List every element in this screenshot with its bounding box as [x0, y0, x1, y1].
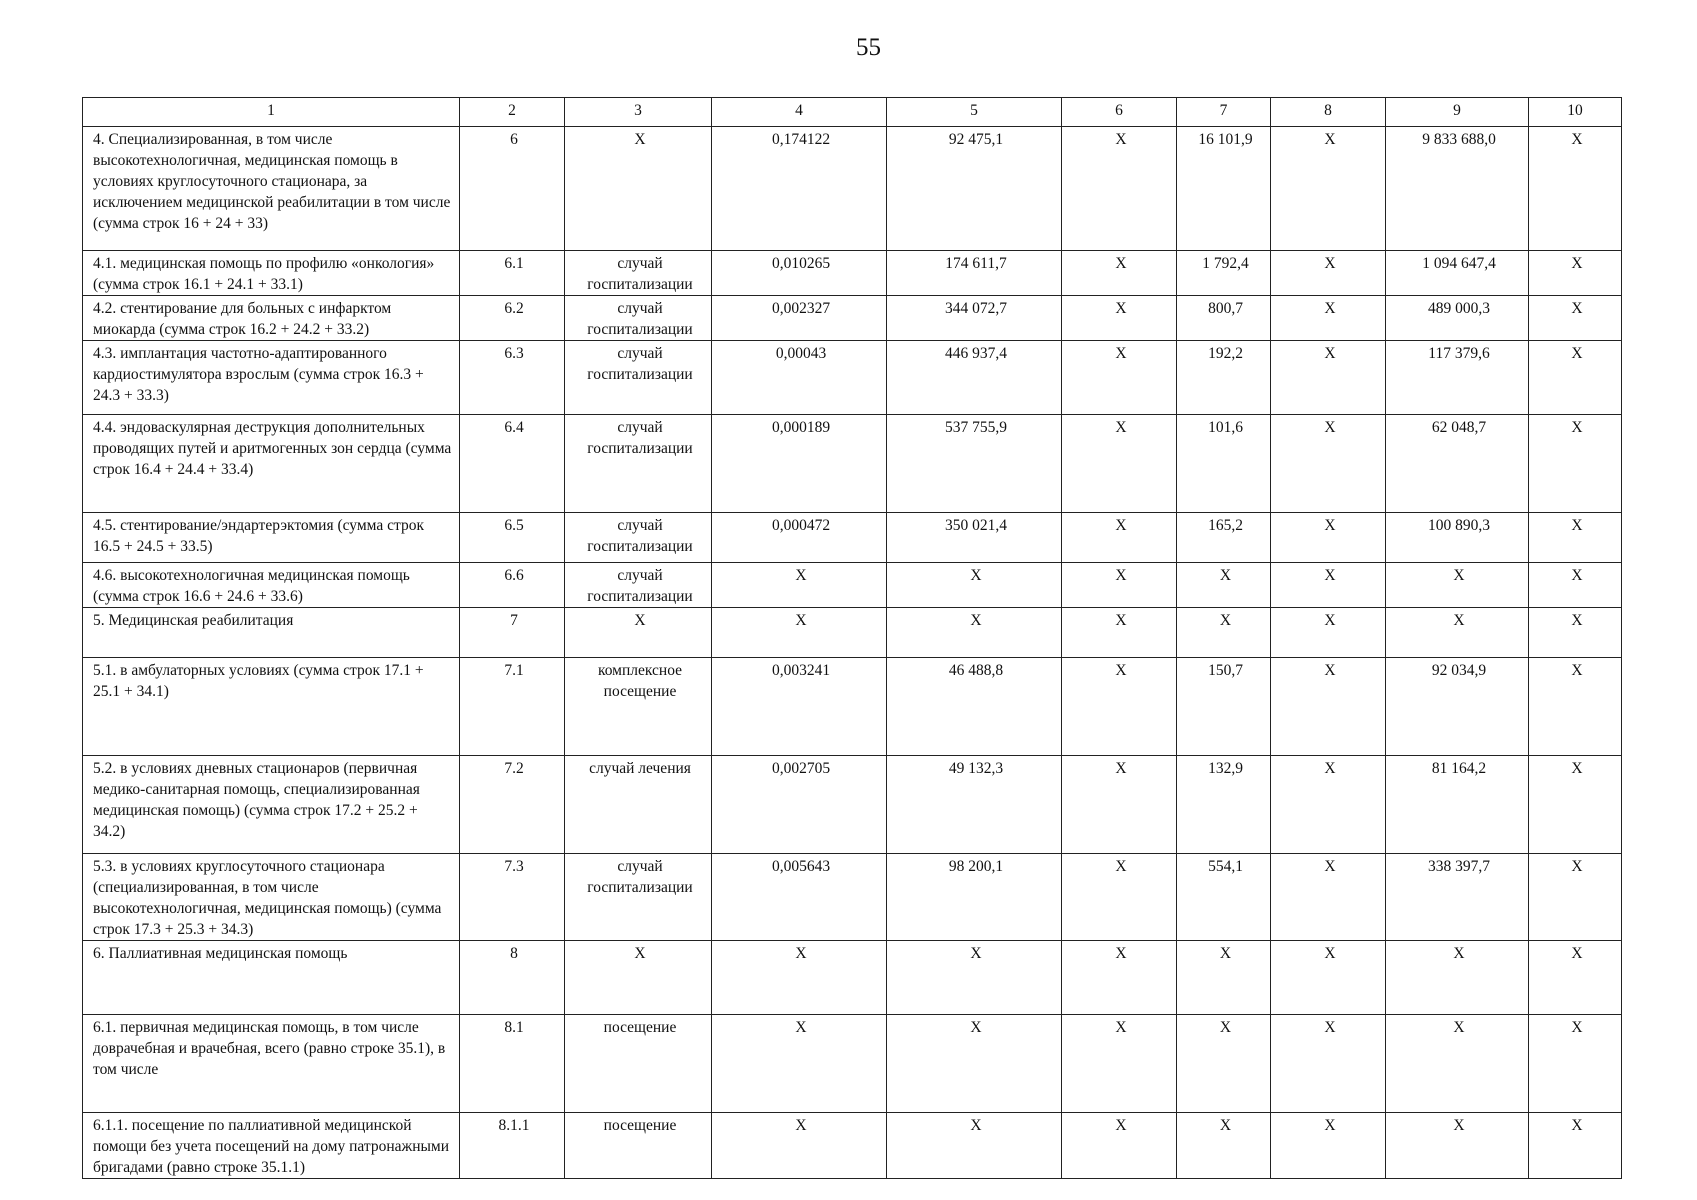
col7-value: 192,2: [1177, 341, 1271, 415]
col7-value: Х: [1177, 608, 1271, 658]
col4-value: 0,003241: [712, 658, 887, 756]
col7-value: 165,2: [1177, 513, 1271, 563]
col10-value: Х: [1529, 341, 1622, 415]
col5-value: 350 021,4: [887, 513, 1062, 563]
row-code: 7.1: [460, 658, 565, 756]
table-row: [83, 658, 1622, 756]
row-unit: Х: [565, 127, 712, 251]
col8-value: Х: [1271, 658, 1386, 756]
col4-value: 0,002327: [712, 296, 887, 341]
col8-value: Х: [1271, 513, 1386, 563]
col6-value: Х: [1062, 854, 1177, 941]
col5-value: Х: [887, 941, 1062, 1015]
col10-value: Х: [1529, 251, 1622, 296]
col9-value: 92 034,9: [1386, 658, 1529, 756]
col10-value: Х: [1529, 513, 1622, 563]
col4-value: Х: [712, 1015, 887, 1113]
col4-value: 0,00043: [712, 341, 887, 415]
row-label: 6. Паллиативная медицинская помощь: [83, 941, 460, 1015]
row-label: 4.3. имплантация частотно-адаптированного кардиостимулятора взрослым (сумма строк 16.3 + 24.3 + 33.3): [83, 341, 460, 415]
table-row: [83, 756, 1622, 854]
col9-value: 1 094 647,4: [1386, 251, 1529, 296]
col9-value: Х: [1386, 608, 1529, 658]
row-unit: случай лечения: [565, 756, 712, 854]
col5-value: 174 611,7: [887, 251, 1062, 296]
col4-value: Х: [712, 941, 887, 1015]
col4-value: 0,174122: [712, 127, 887, 251]
table-row: [83, 1015, 1622, 1113]
col6-value: Х: [1062, 127, 1177, 251]
table-row: [83, 415, 1622, 513]
col9-value: Х: [1386, 941, 1529, 1015]
table-body: [83, 127, 1622, 1179]
col10-value: Х: [1529, 296, 1622, 341]
col7-value: 16 101,9: [1177, 127, 1271, 251]
row-label: 4.5. стентирование/эндартерэктомия (сумма строк 16.5 + 24.5 + 33.5): [83, 513, 460, 563]
header-cell: 1: [83, 98, 460, 127]
row-unit: случай госпитализации: [565, 563, 712, 608]
row-label: 5.3. в условиях круглосуточного стационара (специализированная, в том числе высокотехнологичная, медицинская помощь) (сумма строк 17.3 + 25.3 + 34.3): [83, 854, 460, 941]
col8-value: Х: [1271, 341, 1386, 415]
col8-value: Х: [1271, 563, 1386, 608]
row-code: 6.5: [460, 513, 565, 563]
col7-value: 554,1: [1177, 854, 1271, 941]
col10-value: Х: [1529, 756, 1622, 854]
col6-value: Х: [1062, 563, 1177, 608]
col10-value: Х: [1529, 1113, 1622, 1179]
col4-value: Х: [712, 563, 887, 608]
page-number: 55: [856, 34, 881, 61]
header-cell: 9: [1386, 98, 1529, 127]
col6-value: Х: [1062, 341, 1177, 415]
header-cell: 3: [565, 98, 712, 127]
header-cell: 10: [1529, 98, 1622, 127]
row-label: 5.1. в амбулаторных условиях (сумма строк 17.1 + 25.1 + 34.1): [83, 658, 460, 756]
col9-value: 338 397,7: [1386, 854, 1529, 941]
row-unit: случай госпитализации: [565, 415, 712, 513]
table-row: [83, 513, 1622, 563]
col9-value: 489 000,3: [1386, 296, 1529, 341]
table-row: [83, 127, 1622, 251]
row-code: 8.1: [460, 1015, 565, 1113]
col10-value: Х: [1529, 658, 1622, 756]
col7-value: 150,7: [1177, 658, 1271, 756]
col8-value: Х: [1271, 608, 1386, 658]
header-cell: 7: [1177, 98, 1271, 127]
col9-value: 81 164,2: [1386, 756, 1529, 854]
col9-value: Х: [1386, 1113, 1529, 1179]
col7-value: 101,6: [1177, 415, 1271, 513]
col4-value: 0,002705: [712, 756, 887, 854]
table-row: [83, 296, 1622, 341]
col6-value: Х: [1062, 251, 1177, 296]
col5-value: 98 200,1: [887, 854, 1062, 941]
row-label: 6.1. первичная медицинская помощь, в том числе доврачебная и врачебная, всего (равно строке 35.1), в том числе: [83, 1015, 460, 1113]
col5-value: 537 755,9: [887, 415, 1062, 513]
header-cell: 6: [1062, 98, 1177, 127]
row-code: 6.2: [460, 296, 565, 341]
row-unit: посещение: [565, 1113, 712, 1179]
col8-value: Х: [1271, 127, 1386, 251]
row-code: 6: [460, 127, 565, 251]
row-unit: случай госпитализации: [565, 296, 712, 341]
col6-value: Х: [1062, 513, 1177, 563]
col6-value: Х: [1062, 608, 1177, 658]
row-code: 6.6: [460, 563, 565, 608]
col8-value: Х: [1271, 251, 1386, 296]
col10-value: Х: [1529, 563, 1622, 608]
row-unit: Х: [565, 941, 712, 1015]
row-unit: случай госпитализации: [565, 513, 712, 563]
col10-value: Х: [1529, 1015, 1622, 1113]
data-table: [82, 97, 1622, 1179]
col10-value: Х: [1529, 854, 1622, 941]
row-label: 5.2. в условиях дневных стационаров (первичная медико-санитарная помощь, специализированная медицинская помощь) (сумма строк 17.2 + 25.2 + 34.2): [83, 756, 460, 854]
col4-value: 0,010265: [712, 251, 887, 296]
col8-value: Х: [1271, 415, 1386, 513]
col6-value: Х: [1062, 941, 1177, 1015]
col5-value: 446 937,4: [887, 341, 1062, 415]
row-code: 6.3: [460, 341, 565, 415]
row-label: 4.4. эндоваскулярная деструкция дополнительных проводящих путей и аритмогенных зон сердца (сумма строк 16.4 + 24.4 + 33.4): [83, 415, 460, 513]
table-row: [83, 941, 1622, 1015]
col4-value: 0,005643: [712, 854, 887, 941]
col8-value: Х: [1271, 941, 1386, 1015]
table-row: [83, 563, 1622, 608]
col5-value: 46 488,8: [887, 658, 1062, 756]
col7-value: 800,7: [1177, 296, 1271, 341]
col10-value: Х: [1529, 127, 1622, 251]
col7-value: Х: [1177, 563, 1271, 608]
col5-value: Х: [887, 563, 1062, 608]
row-code: 7.3: [460, 854, 565, 941]
header-cell: 2: [460, 98, 565, 127]
col9-value: 62 048,7: [1386, 415, 1529, 513]
col8-value: Х: [1271, 756, 1386, 854]
col6-value: Х: [1062, 658, 1177, 756]
table-row: [83, 854, 1622, 941]
row-label: 6.1.1. посещение по паллиативной медицинской помощи без учета посещений на дому патронажными бригадами (равно строке 35.1.1): [83, 1113, 460, 1179]
row-unit: комплексное посещение: [565, 658, 712, 756]
col6-value: Х: [1062, 415, 1177, 513]
col6-value: Х: [1062, 1113, 1177, 1179]
row-label: 4.2. стентирование для больных с инфарктом миокарда (сумма строк 16.2 + 24.2 + 33.2): [83, 296, 460, 341]
col8-value: Х: [1271, 1113, 1386, 1179]
col5-value: Х: [887, 608, 1062, 658]
col8-value: Х: [1271, 854, 1386, 941]
table-row: [83, 1113, 1622, 1179]
row-unit: случай госпитализации: [565, 341, 712, 415]
row-unit: посещение: [565, 1015, 712, 1113]
row-code: 6.4: [460, 415, 565, 513]
col10-value: Х: [1529, 608, 1622, 658]
col5-value: Х: [887, 1015, 1062, 1113]
col7-value: 132,9: [1177, 756, 1271, 854]
row-code: 8: [460, 941, 565, 1015]
col7-value: 1 792,4: [1177, 251, 1271, 296]
col6-value: Х: [1062, 296, 1177, 341]
row-code: 6.1: [460, 251, 565, 296]
row-label: 4.1. медицинская помощь по профилю «онкология» (сумма строк 16.1 + 24.1 + 33.1): [83, 251, 460, 296]
row-unit: случай госпитализации: [565, 854, 712, 941]
col10-value: Х: [1529, 415, 1622, 513]
row-label: 4.6. высокотехнологичная медицинская помощь (сумма строк 16.6 + 24.6 + 33.6): [83, 563, 460, 608]
col8-value: Х: [1271, 1015, 1386, 1113]
col9-value: 117 379,6: [1386, 341, 1529, 415]
col7-value: Х: [1177, 1113, 1271, 1179]
row-label: 5. Медицинская реабилитация: [83, 608, 460, 658]
col5-value: 49 132,3: [887, 756, 1062, 854]
row-code: 8.1.1: [460, 1113, 565, 1179]
col5-value: 92 475,1: [887, 127, 1062, 251]
table-row: [83, 608, 1622, 658]
col6-value: Х: [1062, 1015, 1177, 1113]
col9-value: 100 890,3: [1386, 513, 1529, 563]
row-unit: Х: [565, 608, 712, 658]
table-row: [83, 341, 1622, 415]
header-row: [83, 98, 1622, 127]
col8-value: Х: [1271, 296, 1386, 341]
col7-value: Х: [1177, 941, 1271, 1015]
header-cell: 4: [712, 98, 887, 127]
col5-value: 344 072,7: [887, 296, 1062, 341]
col4-value: Х: [712, 1113, 887, 1179]
col7-value: Х: [1177, 1015, 1271, 1113]
col4-value: 0,000472: [712, 513, 887, 563]
header-cell: 8: [1271, 98, 1386, 127]
col4-value: 0,000189: [712, 415, 887, 513]
col6-value: Х: [1062, 756, 1177, 854]
table-row: [83, 251, 1622, 296]
col4-value: Х: [712, 608, 887, 658]
col10-value: Х: [1529, 941, 1622, 1015]
col9-value: Х: [1386, 563, 1529, 608]
row-unit: случай госпитализации: [565, 251, 712, 296]
col9-value: Х: [1386, 1015, 1529, 1113]
row-code: 7.2: [460, 756, 565, 854]
col9-value: 9 833 688,0: [1386, 127, 1529, 251]
col5-value: Х: [887, 1113, 1062, 1179]
header-cell: 5: [887, 98, 1062, 127]
row-label: 4. Специализированная, в том числе высокотехнологичная, медицинская помощь в условиях круглосуточного стационара, за исключением медицинской реабилитации в том числе (сумма строк 16 + 24 + 33): [83, 127, 460, 251]
row-code: 7: [460, 608, 565, 658]
